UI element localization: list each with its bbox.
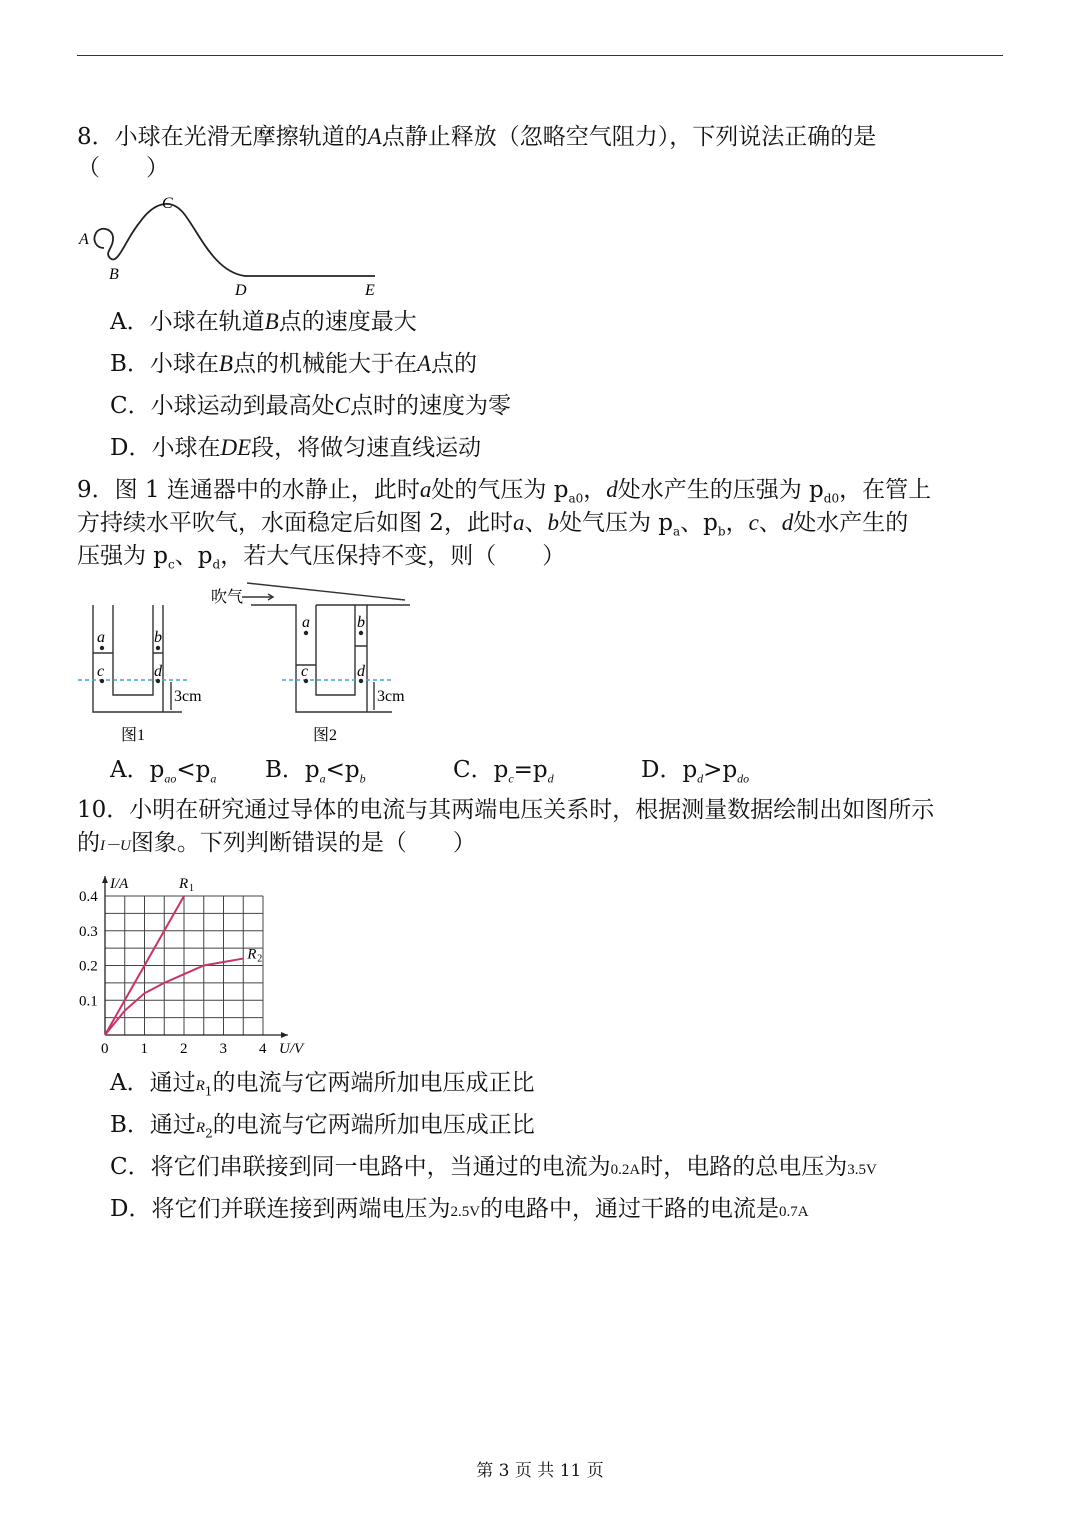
- iu-chart: [79, 876, 305, 1057]
- q10-option-a[interactable]: A．通过$R_1$的电流与它两端所加电压成正比: [110, 1070, 535, 1099]
- y-axis-label: I/A: [110, 876, 129, 892]
- q10-stem-line2: 的I－U图象。下列判断错误的是（ ）: [77, 830, 476, 856]
- x-tick-label: 2: [180, 1041, 188, 1057]
- svg-text:a: a: [302, 614, 310, 631]
- q8-label-b: B: [109, 266, 119, 283]
- q8-option-b[interactable]: B．小球在B点的机械能大于在A点的: [110, 351, 478, 377]
- q9-stem-line3: 压强为 $p_c$、$p_d$，若大气压保持不变，则（ ）: [77, 543, 566, 572]
- y-tick-label: 0.1: [79, 993, 98, 1010]
- svg-text:b: b: [357, 614, 365, 631]
- series-label-sub: 1: [189, 883, 194, 894]
- q9-fig2-caption: 图2: [313, 727, 338, 744]
- y-tick-label: 0.3: [79, 923, 98, 940]
- q8-track-diagram: [94, 204, 375, 276]
- q8-option-d[interactable]: D．小球在DE段，将做匀速直线运动: [110, 435, 482, 461]
- q8-label-c: C: [162, 195, 173, 212]
- q8-label-a: A: [79, 231, 89, 248]
- x-axis-label: U/V: [279, 1041, 304, 1057]
- x-tick-label: 3: [219, 1041, 227, 1057]
- q8-stem: 8．小球在光滑无摩擦轨道的A点静止释放（忽略空气阻力），下列说法正确的是: [77, 124, 877, 150]
- svg-text:d: d: [154, 663, 162, 680]
- q9-fig1-caption: 图1: [121, 727, 146, 744]
- q9-stem-line1: 9．图 1 连通器中的水静止，此时a处的气压为 $p_{a0}$，d处水产生的压强为 $p_{d0}$，在管上: [77, 477, 932, 506]
- q8-label-e: E: [365, 282, 375, 299]
- q9-stem-line2: 方持续水平吹气，水面稳定后如图 2，此时a、b处气压为 $p_a$、$p_b$，c、d处水产生的: [77, 510, 909, 539]
- q9-option-a[interactable]: A．$p_{ao}<p_a$: [110, 757, 217, 786]
- x-axis-arrow: [281, 1032, 288, 1038]
- x-tick-label: 4: [259, 1041, 267, 1057]
- svg-text:d: d: [357, 663, 365, 680]
- svg-text:b: b: [154, 629, 162, 646]
- series-label: R: [179, 876, 189, 892]
- q10-option-c[interactable]: C．将它们串联接到同一电路中，当通过的电流为0.2A时，电路的总电压为3.5V: [110, 1154, 877, 1180]
- y-tick-label: 0.2: [79, 958, 98, 975]
- q8-label-d: D: [235, 282, 247, 299]
- q10-stem-line1: 10．小明在研究通过导体的电流与其两端电压关系时，根据测量数据绘制出如图所示: [77, 797, 935, 823]
- q9-option-b[interactable]: B．$p_a<p_b$: [265, 757, 366, 786]
- svg-text:a: a: [97, 629, 105, 646]
- q8-option-a[interactable]: A．小球在轨道B点的速度最大: [110, 309, 417, 335]
- q8-answer-paren: （ ）: [77, 155, 169, 181]
- q9-fig2-3cm: 3cm: [377, 688, 405, 705]
- q10-option-d[interactable]: D．将它们并联连接到两端电压为2.5V的电路中，通过干路的电流是0.7A: [110, 1196, 809, 1222]
- y-tick-label: 0.4: [79, 889, 98, 905]
- x-tick-label: 1: [140, 1041, 148, 1057]
- series-label: R: [247, 946, 257, 963]
- svg-text:c: c: [97, 663, 105, 680]
- q10-option-b[interactable]: B．通过$R_2$的电流与它两端所加电压成正比: [110, 1112, 535, 1141]
- page-footer: 第 3 页 共 11 页: [476, 1461, 604, 1481]
- x-tick-label: 0: [101, 1041, 109, 1057]
- q9-fig1-3cm: 3cm: [174, 688, 202, 705]
- series-label-sub: 2: [257, 953, 263, 965]
- q8-option-c[interactable]: C．小球运动到最高处C点时的速度为零: [110, 393, 511, 419]
- q9-blow-label: 吹气: [211, 589, 244, 606]
- y-axis-arrow: [102, 876, 108, 883]
- q9-option-d[interactable]: D．$p_d>p_{do}$: [641, 757, 750, 786]
- q9-option-c[interactable]: C．$p_c=p_d$: [453, 757, 554, 786]
- svg-text:c: c: [301, 663, 309, 680]
